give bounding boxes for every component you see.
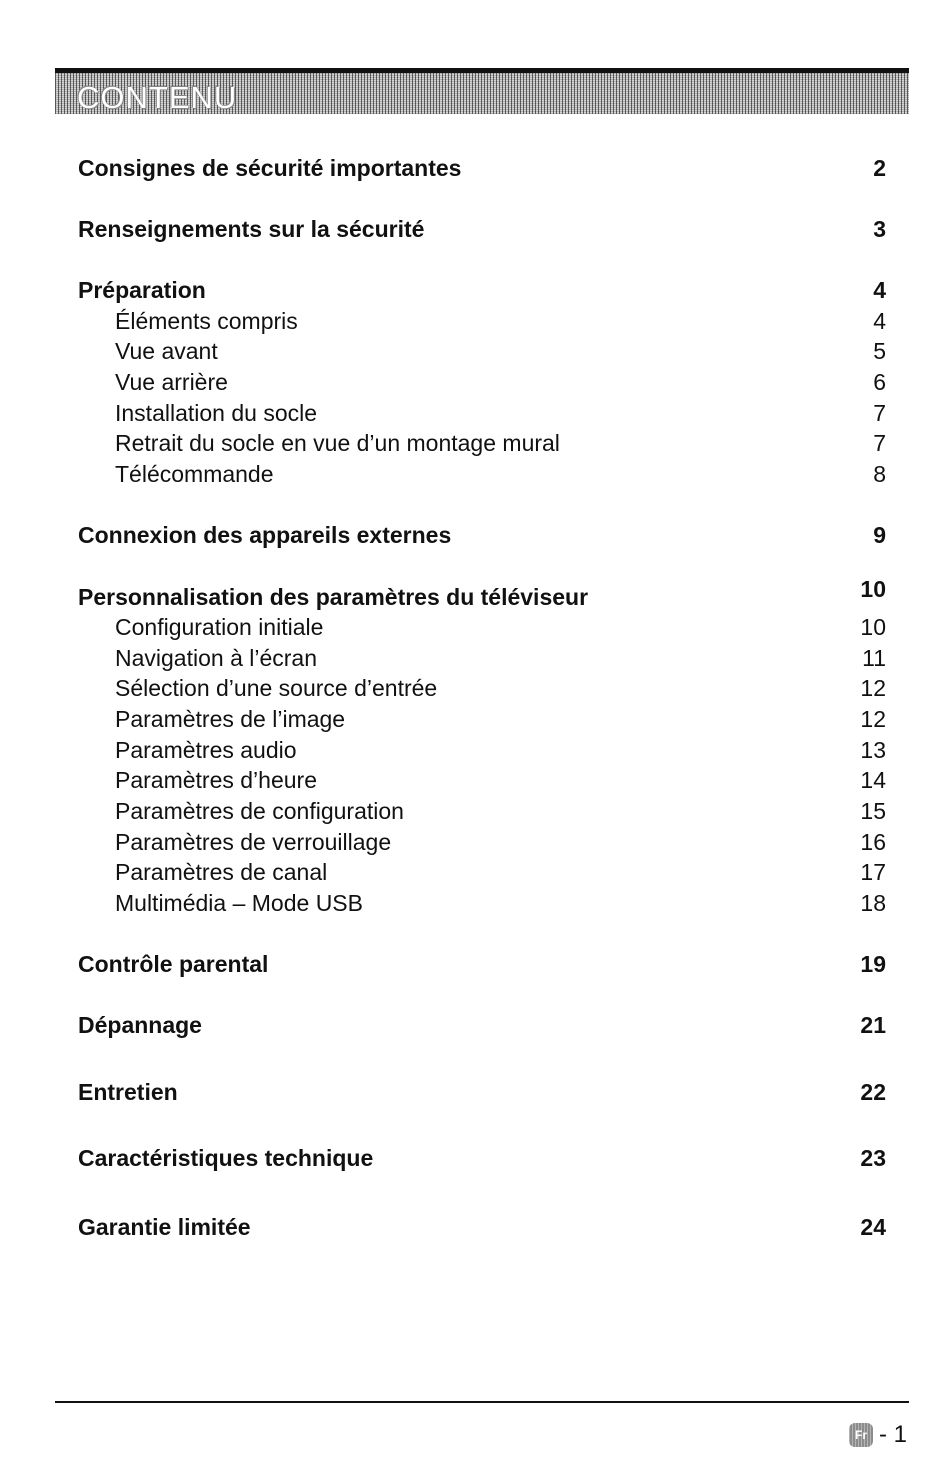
toc-entry-page: 22	[860, 1079, 886, 1105]
toc-entry-page: 9	[873, 522, 886, 548]
toc-entry[interactable]	[78, 1145, 886, 1175]
toc-subentry[interactable]	[78, 645, 886, 675]
toc-entry[interactable]	[78, 216, 886, 246]
toc-entry-page: 2	[873, 155, 886, 181]
toc-subentry[interactable]	[78, 614, 886, 644]
toc-subentry-page: 5	[873, 338, 886, 364]
toc-entry-label: Personnalisation des paramètres du téléviseur	[78, 584, 589, 610]
page-number: - 1	[878, 1421, 907, 1448]
toc-subentry[interactable]	[78, 890, 886, 920]
header-bar	[55, 68, 909, 114]
toc-subentry-label: Paramètres de l’image	[115, 706, 346, 732]
toc-subentry-page: 6	[873, 369, 886, 395]
toc-subentry-label: Paramètres de configuration	[115, 798, 404, 824]
toc-subentry-page: 8	[873, 461, 886, 487]
toc-entry-label: Entretien	[78, 1079, 178, 1105]
toc-subentry-page: 16	[860, 829, 886, 855]
toc-subentry[interactable]	[78, 461, 886, 491]
toc-entry-label: Renseignements sur la sécurité	[78, 216, 425, 242]
toc-entry-label: Caractéristiques technique	[78, 1145, 374, 1171]
toc-entry[interactable]	[78, 576, 886, 614]
toc-subentry[interactable]	[78, 829, 886, 859]
toc-entry[interactable]	[78, 1079, 886, 1109]
toc-subentry-label: Paramètres d’heure	[115, 767, 317, 793]
page-title: CONTENU	[77, 80, 238, 115]
toc-subentry-page: 14	[860, 767, 886, 793]
toc-subentry-label: Paramètres audio	[115, 737, 297, 763]
toc-entry-page: 21	[860, 1012, 886, 1038]
toc-subentry[interactable]	[78, 859, 886, 889]
toc-subentry-label: Paramètres de canal	[115, 859, 328, 885]
toc-entry-label: Consignes de sécurité importantes	[78, 155, 462, 181]
toc-subentry-page: 4	[873, 308, 886, 334]
toc-subentry-label: Télécommande	[115, 461, 274, 487]
toc-subentry-page: 15	[860, 798, 886, 824]
toc-subentry-page: 10	[860, 614, 886, 640]
toc-entry-page: 4	[873, 277, 886, 303]
toc-entry[interactable]	[78, 277, 886, 307]
toc-entry[interactable]	[78, 155, 886, 185]
toc-subentry-label: Retrait du socle en vue d’un montage mural	[115, 430, 560, 456]
toc-entry-page: 19	[860, 951, 886, 977]
toc-entry-label: Contrôle parental	[78, 951, 269, 977]
toc-entry[interactable]	[78, 1214, 886, 1244]
toc-subentry[interactable]	[78, 675, 886, 705]
toc-entry-page: 10	[860, 576, 886, 602]
toc-subentry[interactable]	[78, 338, 886, 368]
toc-entry-label: Dépannage	[78, 1012, 202, 1038]
toc-subentry[interactable]	[78, 308, 886, 338]
footer-divider	[55, 1401, 909, 1403]
toc-entry-page: 24	[860, 1214, 886, 1240]
toc-entry[interactable]	[78, 522, 886, 552]
toc-subentry-page: 7	[873, 400, 886, 426]
toc-subentry[interactable]	[78, 369, 886, 399]
toc-subentry-label: Installation du socle	[115, 400, 318, 426]
toc-subentry-page: 7	[873, 430, 886, 456]
toc-subentry-label: Sélection d’une source d’entrée	[115, 675, 438, 701]
toc-subentry-label: Configuration initiale	[115, 614, 324, 640]
toc-subentry[interactable]	[78, 706, 886, 736]
toc-subentry-label: Paramètres de verrouillage	[115, 829, 392, 855]
toc-entry-page: 3	[873, 216, 886, 242]
page-footer	[849, 1421, 907, 1449]
toc-entry[interactable]	[78, 1012, 886, 1042]
toc-subentry-page: 12	[860, 706, 886, 732]
toc-subentry[interactable]	[78, 767, 886, 797]
toc-subentry-page: 12	[860, 675, 886, 701]
toc-subentry-page: 18	[860, 890, 886, 916]
toc-subentry-label: Navigation à l’écran	[115, 645, 318, 671]
toc-subentry-label: Multimédia – Mode USB	[115, 890, 363, 916]
language-badge-icon: Fr	[849, 1423, 873, 1447]
toc-subentry-page: 13	[860, 737, 886, 763]
toc-entry[interactable]	[78, 951, 886, 981]
toc-entry-label: Connexion des appareils externes	[78, 522, 452, 548]
toc-subentry[interactable]	[78, 798, 886, 828]
toc-subentry[interactable]	[78, 737, 886, 767]
toc-subentry-label: Vue arrière	[115, 369, 228, 395]
toc-subentry-label: Éléments compris	[115, 308, 298, 334]
toc-subentry-label: Vue avant	[115, 338, 218, 364]
toc-subentry[interactable]	[78, 430, 886, 460]
toc-entry-label: Préparation	[78, 277, 206, 303]
toc-entry-page: 23	[860, 1145, 886, 1171]
toc-subentry-page: 17	[860, 859, 886, 885]
toc-entry-label: Garantie limitée	[78, 1214, 251, 1240]
toc-subentry-page: 11	[862, 645, 886, 671]
toc-subentry[interactable]	[78, 400, 886, 430]
